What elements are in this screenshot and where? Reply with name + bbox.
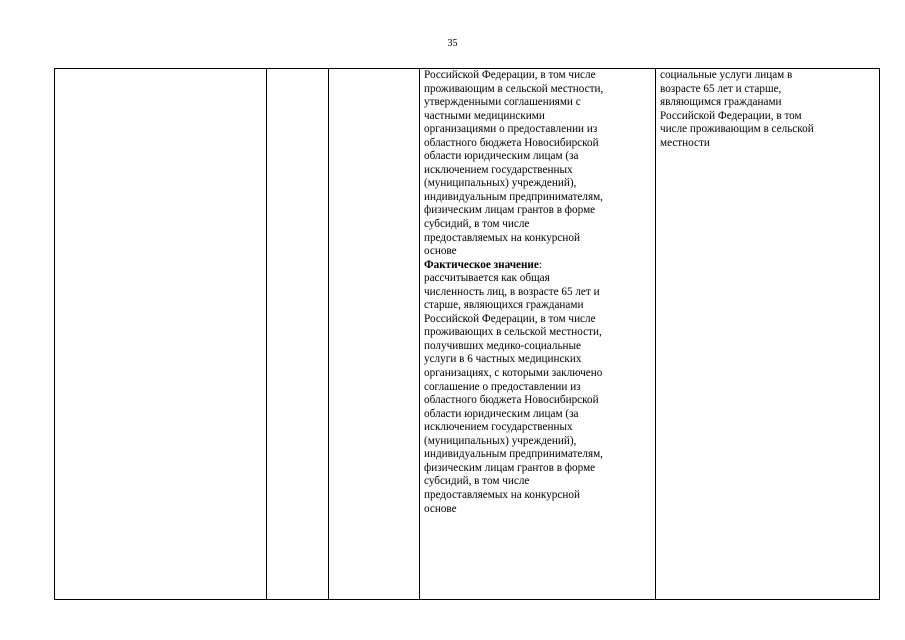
text-line: индивидуальным предпринимателям, xyxy=(424,448,603,461)
text-line: Российской Федерации, в том числе xyxy=(424,69,596,81)
text-line: старше, являющихся гражданами xyxy=(424,299,584,312)
text-line: исключением государственных xyxy=(424,421,573,434)
text-line: местности xyxy=(660,136,710,149)
text-line: области юридическим лицам (за xyxy=(424,407,579,420)
text-line: области юридическим лицам (за xyxy=(424,150,579,163)
text-line: предоставляемых на конкурсной xyxy=(424,488,580,501)
text-line: исключением государственных xyxy=(424,163,573,176)
page-number: 35 xyxy=(447,38,458,49)
text-line: областного бюджета Новосибирской xyxy=(424,136,599,149)
description-text xyxy=(424,69,651,516)
table-cell-result xyxy=(656,69,880,600)
indicator-table xyxy=(54,68,880,600)
text-line: являющимся гражданами xyxy=(660,96,782,109)
text-line: организациях, с которыми заключено xyxy=(424,367,603,380)
text-line: индивидуальным предпринимателям, xyxy=(424,190,603,203)
text-line: субсидий, в том числе xyxy=(424,475,530,488)
text-line: организациями о предоставлении из xyxy=(424,123,598,136)
text-line: численность лиц, в возрасте 65 лет и xyxy=(424,285,600,298)
table-cell-col1 xyxy=(55,69,267,600)
text-line: основе xyxy=(424,245,457,258)
text-line: числе проживающим в сельской xyxy=(660,123,814,136)
actual-value-heading xyxy=(424,259,651,273)
text-line: основе xyxy=(424,502,457,515)
text-line: получивших медико-социальные xyxy=(424,339,582,352)
text-line: (муниципальных) учреждений), xyxy=(424,177,577,190)
text-line: услуги в 6 частных медицинских xyxy=(424,353,582,366)
text-line: (муниципальных) учреждений), xyxy=(424,434,577,447)
text-line: предоставляемых на конкурсной xyxy=(424,231,580,244)
text-line: областного бюджета Новосибирской xyxy=(424,394,599,407)
text-line: физическим лицам грантов в форме xyxy=(424,204,596,217)
text-line: рассчитывается как общая xyxy=(424,272,550,285)
table-cell-col2 xyxy=(267,69,329,600)
actual-value-label: Фактическое значение xyxy=(424,258,539,271)
text-line: частными медицинскими xyxy=(424,109,545,122)
text-line: субсидий, в том числе xyxy=(424,218,530,231)
text-line: Российской Федерации, в том числе xyxy=(424,312,596,325)
text-line: физическим лицам грантов в форме xyxy=(424,461,596,474)
table-row xyxy=(55,69,880,600)
table-cell-col3 xyxy=(329,69,420,600)
actual-value-colon: : xyxy=(538,258,542,271)
text-line: проживающим в сельской местности, xyxy=(424,82,604,95)
text-line: проживающих в сельской местности, xyxy=(424,326,602,339)
text-line: соглашение о предоставлении из xyxy=(424,380,581,393)
result-text xyxy=(660,69,875,150)
table-cell-description xyxy=(420,69,656,600)
text-line: Российской Федерации, в том xyxy=(660,109,802,122)
text-line: социальные услуги лицам в xyxy=(660,69,793,81)
text-line: возрасте 65 лет и старше, xyxy=(660,82,782,95)
text-line: утвержденными соглашениями с xyxy=(424,96,581,109)
